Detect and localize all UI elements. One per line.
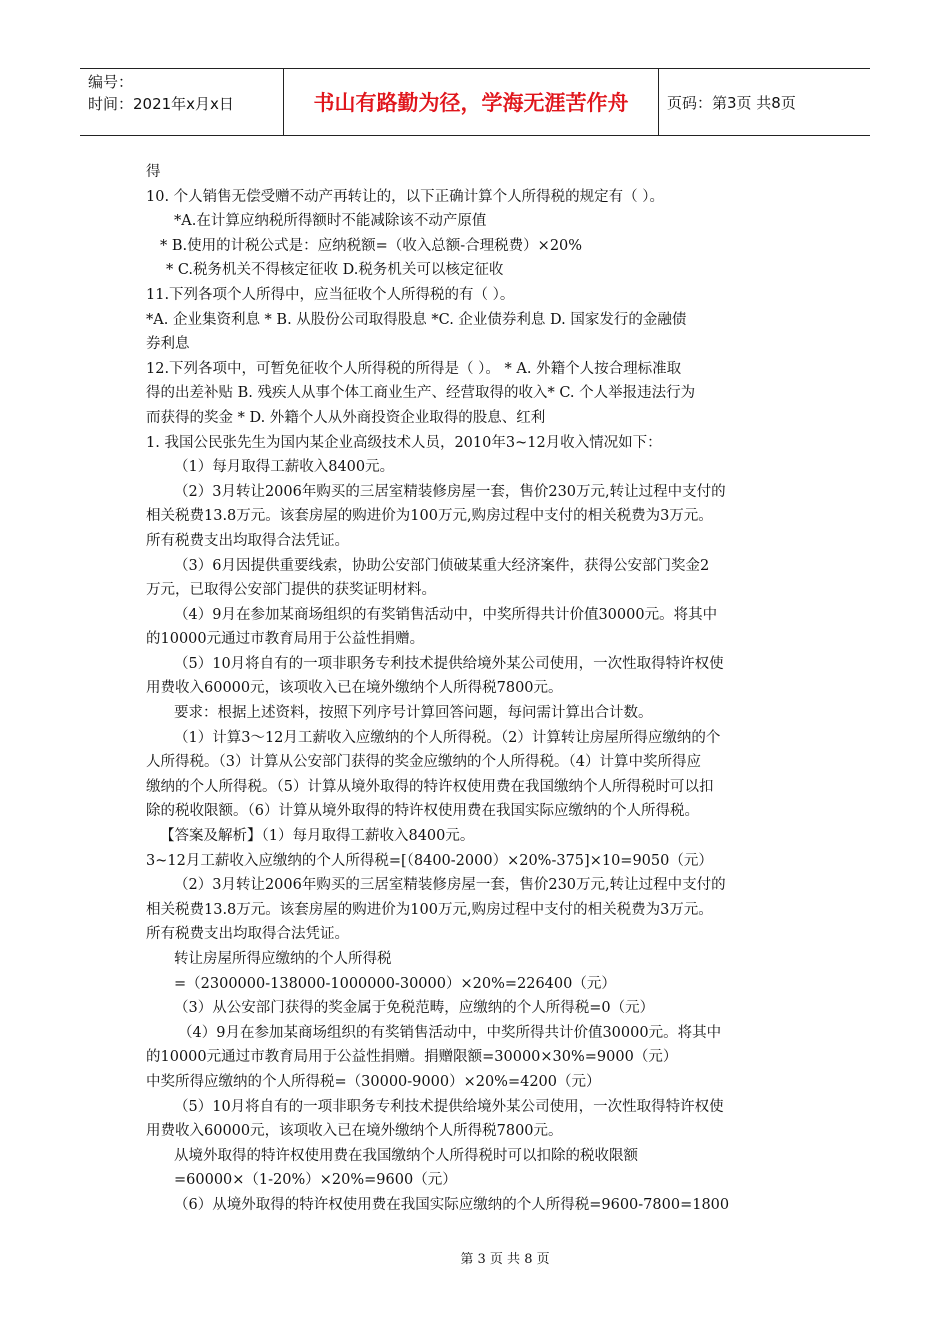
text-line: 【答案及解析】（1）每月取得工薪收入8400元。 [160,828,475,845]
text-line: （6）从境外取得的特许权使用费在我国实际应缴纳的个人所得税=9600-7800=1800 [174,1196,730,1213]
text-line: （1）计算3～12月工薪收入应缴纳的个人所得税。（2）计算转让房屋所得应缴纳的个 [174,729,721,746]
text-line: （2）3月转让2006年购买的三居室精装修房屋一套，售价230万元,转让过程中支付的 [174,877,726,894]
text-line: 从境外取得的特许权使用费在我国缴纳个人所得税时可以扣除的税收限额 [174,1147,638,1164]
text-line: （4）9月在参加某商场组织的有奖销售活动中，中奖所得共计价值30000元。将其中 [178,1024,722,1041]
header-meta [80,69,283,135]
text-line: （5）10月将自有的一项非职务专利技术提供给境外某公司使用，一次性取得特许权使 [174,1098,724,1115]
text-line: （3）从公安部门获得的奖金属于免税范畴，应缴纳的个人所得税=0（元） [174,1000,655,1017]
text-line: 相关税费13.8万元。该套房屋的购进价为100万元,购房过程中支付的相关税费为3万元。 [146,901,713,918]
text-line: 11.下列各项个人所得中，应当征收个人所得税的有（ ）。 [146,286,515,303]
text-line: 的10000元通过市教育局用于公益性捐赠。捐赠限额=30000×30%=9000（元） [146,1049,678,1066]
text-line: * C.税务机关不得核定征收 D.税务机关可以核定征收 [166,262,504,279]
text-line: 得的出差补贴 B. 残疾人从事个体工商业生产、经营取得的收入* C. 个人举报违法行为 [146,385,696,402]
text-line: =60000×（1-20%）×20%=9600（元） [174,1172,457,1189]
text-line: 得 [146,164,161,180]
text-line: 转让房屋所得应缴纳的个人所得税 [174,951,392,967]
text-line: 中奖所得应缴纳的个人所得税=（30000-9000）×20%=4200（元） [146,1073,601,1090]
text-line: 万元，已取得公安部门提供的获奖证明材料。 [146,582,436,599]
text-line: 用费收入60000元，该项收入已在境外缴纳个人所得税7800元。 [146,1123,563,1140]
text-line: 3~12月工薪收入应缴纳的个人所得税=[（8400-2000）×20%-375]×10=9050（元） [146,852,713,869]
text-line: 所有税费支出均取得合法凭证。 [146,532,349,549]
text-line: 1. 我国公民张先生为国内某企业高级技术人员，2010年3~12月收入情况如下： [146,434,662,451]
text-line: 要求：根据上述资料，按照下列序号计算回答问题，每问需计算出合计数。 [174,705,653,722]
text-line: *A. 企业集资利息 * B. 从股份公司取得股息 *C. 企业债券利息 D. 国家发行的金融债 [146,311,687,328]
text-line: 而获得的奖金 * D. 外籍个人从外商投资企业取得的股息、红利 [146,409,546,426]
text-line: 10. 个人销售无偿受赠不动产再转让的，以下正确计算个人所得税的规定有（ ）。 [146,188,665,205]
text-line: （3）6月因提供重要线索，协助公安部门侦破某重大经济案件，获得公安部门奖金2 [174,557,710,574]
text-line: =（2300000-138000-1000000-30000）×20%=226400（元） [174,975,616,992]
text-line: 所有税费支出均取得合法凭证。 [146,926,349,943]
text-line: 缴纳的个人所得税。（5）计算从境外取得的特许权使用费在我国缴纳个人所得税时可以扣 [146,778,714,795]
doc-number-label: 编号： [88,73,134,91]
header-page-code: 页码：第3页 共8页 [667,93,796,112]
text-line: 除的税收限额。（6）计算从境外取得的特许权使用费在我国实际应缴纳的个人所得税。 [146,803,699,820]
text-line: 券利息 [146,336,190,353]
text-line: （5）10月将自有的一项非职务专利技术提供给境外某公司使用，一次性取得特许权使 [174,655,724,672]
page-header [80,68,870,136]
document-body [146,160,810,1218]
text-line: * B.使用的计税公式是：应纳税额=（收入总额-合理税费）×20% [160,237,583,254]
text-line: （2）3月转让2006年购买的三居室精装修房屋一套，售价230万元,转让过程中支付的 [174,483,726,500]
text-line: 12.下列各项中，可暂免征收个人所得税的所得是（ ）。 * A. 外籍个人按合理标准取 [146,360,682,377]
text-line: *A.在计算应纳税所得额时不能减除该不动产原值 [174,213,487,230]
header-motto: 书山有路勤为径，学海无涯苦作舟 [283,69,659,135]
text-line: 用费收入60000元，该项收入已在境外缴纳个人所得税7800元。 [146,680,563,697]
page-footer: 第 3 页 共 8 页 [460,1252,550,1267]
text-line: （1）每月取得工薪收入8400元。 [174,459,395,476]
text-line: 人所得税。（3）计算从公安部门获得的奖金应缴纳的个人所得税。（4）计算中奖所得应 [146,754,701,771]
date-label: 时间：2021年x月x日 [88,95,234,113]
text-line: 的10000元通过市教育局用于公益性捐赠。 [146,631,425,648]
text-line: 相关税费13.8万元。该套房屋的购进价为100万元,购房过程中支付的相关税费为3万元。 [146,508,713,525]
text-line: （4）9月在参加某商场组织的有奖销售活动中，中奖所得共计价值30000元。将其中 [174,606,718,623]
